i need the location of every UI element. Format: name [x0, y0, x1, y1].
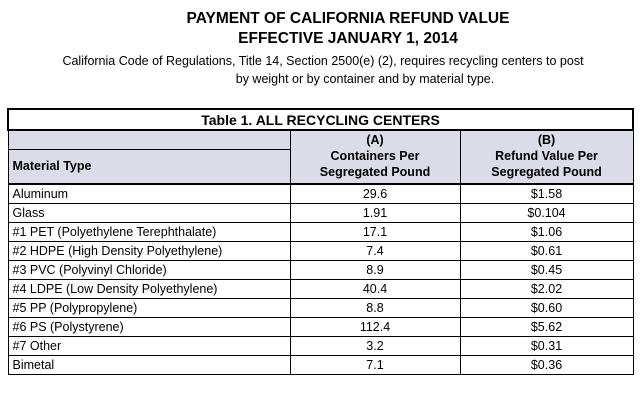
containers-cell: 17.1: [290, 223, 460, 242]
table-row: [8, 223, 633, 242]
table-row: [8, 184, 633, 204]
intro-text-line-2: by weight or by container and by material type.: [235, 72, 495, 86]
containers-cell: 7.1: [290, 356, 460, 375]
recycling-table-container: [7, 108, 632, 400]
material-cell: #5 PP (Polypropylene): [8, 299, 290, 318]
effective-date-title: EFFECTIVE JANUARY 1, 2014: [238, 30, 458, 47]
material-cell: Bimetal: [8, 356, 290, 375]
column-material-header: Material Type: [8, 149, 290, 184]
table-row: [8, 299, 633, 318]
material-cell: #2 HDPE (High Density Polyethylene): [8, 242, 290, 261]
column-a-header: [290, 149, 460, 184]
column-a-header-line-1: Containers Per: [330, 149, 420, 163]
table-row: [8, 204, 633, 223]
column-b-letter: (B): [460, 130, 633, 149]
refund-cell: $0.45: [460, 261, 633, 280]
column-b-header-line-1: Refund Value Per: [495, 149, 598, 163]
table-row: [8, 318, 633, 337]
column-b-header-line-2: Segregated Pound: [491, 164, 602, 179]
containers-cell: 29.6: [290, 184, 460, 204]
containers-cell: 1.91: [290, 204, 460, 223]
header-blank-cell: [8, 130, 290, 149]
column-a-header-line-2: Segregated Pound: [319, 164, 431, 179]
column-a-letter: (A): [290, 130, 460, 149]
refund-cell: $0.60: [460, 299, 633, 318]
table-row: [8, 261, 633, 280]
material-cell: Aluminum: [8, 184, 290, 204]
table-row: [8, 337, 633, 356]
refund-cell: $2.02: [460, 280, 633, 299]
containers-cell: 3.2: [290, 337, 460, 356]
refund-cell: $0.36: [460, 356, 633, 375]
refund-cell: $1.06: [460, 223, 633, 242]
containers-cell: 8.8: [290, 299, 460, 318]
column-b-header: [460, 149, 633, 184]
table-title: Table 1. ALL RECYCLING CENTERS: [8, 109, 633, 130]
material-cell: #4 LDPE (Low Density Polyethylene): [8, 280, 290, 299]
containers-cell: 40.4: [290, 280, 460, 299]
document-title: PAYMENT OF CALIFORNIA REFUND VALUE: [186, 10, 510, 27]
containers-cell: 8.9: [290, 261, 460, 280]
refund-cell: $5.62: [460, 318, 633, 337]
material-cell: #6 PS (Polystyrene): [8, 318, 290, 337]
material-cell: #3 PVC (Polyvinyl Chloride): [8, 261, 290, 280]
refund-cell: $1.58: [460, 184, 633, 204]
refund-cell: $0.31: [460, 337, 633, 356]
refund-cell: $0.61: [460, 242, 633, 261]
containers-cell: 112.4: [290, 318, 460, 337]
table-row: [8, 280, 633, 299]
table-row: [8, 242, 633, 261]
material-cell: #1 PET (Polyethylene Terephthalate): [8, 223, 290, 242]
containers-cell: 7.4: [290, 242, 460, 261]
intro-text-line-1: California Code of Regulations, Title 14, Section 2500(e) (2), requires recycling centers to post: [62, 54, 584, 68]
material-cell: Glass: [8, 204, 290, 223]
material-cell: #7 Other: [8, 337, 290, 356]
refund-cell: $0.104: [460, 204, 633, 223]
recycling-refund-table: [7, 108, 634, 375]
table-row: [8, 356, 633, 375]
